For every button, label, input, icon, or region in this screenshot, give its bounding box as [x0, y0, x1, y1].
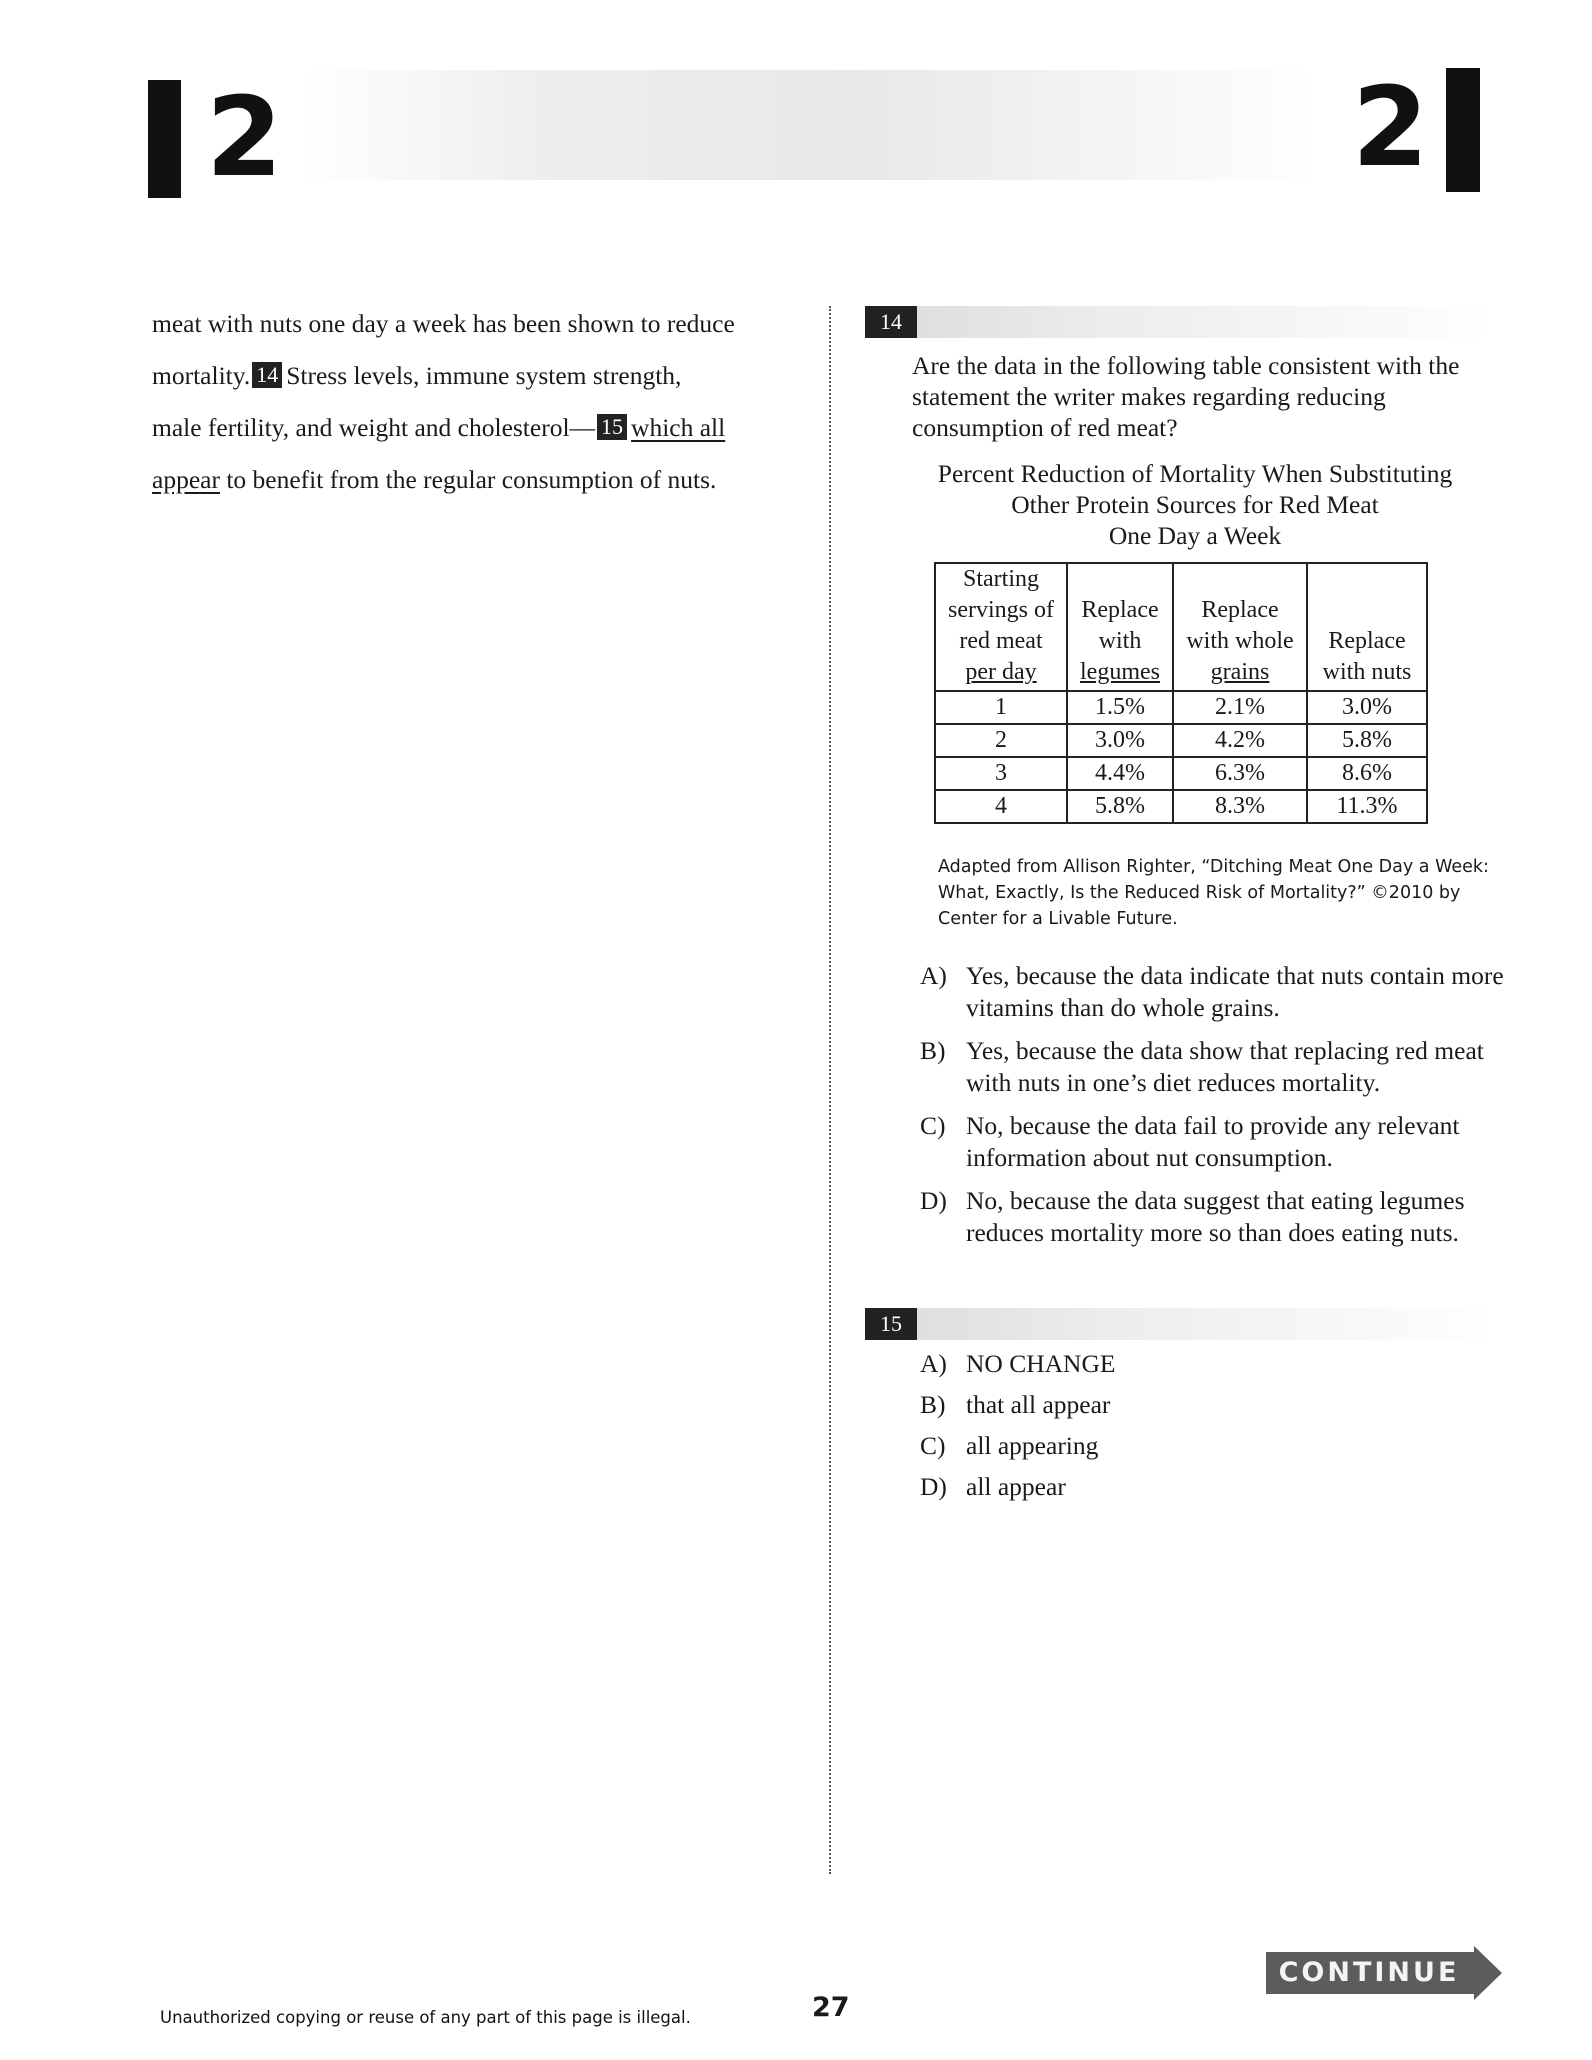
column-header-whole-grains — [1173, 563, 1307, 691]
header-line: Replace — [1201, 597, 1279, 623]
table-cell: 3 — [935, 757, 1067, 790]
choice-text: Yes, because the data indicate that nuts contain more vitamins than do whole grains. — [966, 961, 1504, 1022]
table-cell: 1 — [935, 691, 1067, 724]
q15-choice-a[interactable] — [920, 1348, 1320, 1382]
table-cell: 2.1% — [1173, 691, 1307, 724]
header-line: legumes — [1080, 659, 1160, 685]
continue-button[interactable] — [1266, 1946, 1502, 2000]
table-source-citation: Adapted from Allison Righter, “Ditching Meat One Day a Week: What, Exactly, Is the Reduced Risk of Mortality?” ©2010 by Center for a Livable Future. — [938, 857, 1489, 929]
choice-text: all appear — [966, 1472, 1066, 1501]
choice-text: that all appear — [966, 1390, 1111, 1419]
table-title-line: One Day a Week — [1108, 521, 1282, 550]
table-cell: 3.0% — [1067, 724, 1173, 757]
section-number-right: 2 — [1352, 63, 1429, 191]
choice-letter: B) — [920, 1390, 946, 1419]
q14-choice-b[interactable] — [920, 1035, 1515, 1099]
passage-line — [152, 454, 792, 506]
header-line: with whole — [1186, 628, 1294, 654]
header-line: grains — [1210, 659, 1270, 685]
q15-choice-c[interactable] — [920, 1430, 1320, 1464]
passage-text: mortality. — [152, 361, 251, 390]
column-divider — [829, 306, 831, 1874]
header-line: Replace — [1328, 628, 1406, 654]
question-14-header — [865, 306, 1495, 338]
underlined-text: appear — [152, 465, 220, 494]
choice-text: No, because the data suggest that eating legumes reduces mortality more so than does eating nuts. — [966, 1186, 1465, 1247]
choice-text: all appearing — [966, 1431, 1099, 1460]
table-cell: 11.3% — [1307, 790, 1427, 823]
q14-choice-a[interactable] — [920, 960, 1515, 1024]
copyright-notice: Unauthorized copying or reuse of any part of this page is illegal. — [160, 2008, 691, 2027]
choice-letter: D) — [920, 1186, 947, 1215]
table-cell: 5.8% — [1067, 790, 1173, 823]
q15-choice-d[interactable] — [920, 1471, 1320, 1505]
choice-letter: C) — [920, 1111, 946, 1140]
passage-line — [152, 402, 792, 454]
column-header-nuts — [1307, 563, 1427, 691]
question-15-marker[interactable]: 15 — [597, 414, 627, 440]
header-line: red meat — [959, 628, 1043, 654]
table-cell: 3.0% — [1307, 691, 1427, 724]
header-line: with — [1098, 628, 1142, 654]
choice-letter: C) — [920, 1431, 946, 1460]
table-cell: 4.2% — [1173, 724, 1307, 757]
passage-line — [152, 298, 792, 350]
q14-choice-d[interactable] — [920, 1185, 1515, 1249]
header-line: with nuts — [1322, 659, 1412, 685]
column-header-legumes — [1067, 563, 1173, 691]
question-14-number: 14 — [865, 306, 917, 338]
choice-text: No, because the data fail to provide any relevant information about nut consumption. — [966, 1111, 1460, 1172]
header-line: servings of — [948, 597, 1054, 623]
table-title — [895, 458, 1495, 551]
page-number: 27 — [812, 1992, 850, 2023]
mortality-table — [934, 562, 1428, 824]
passage-text: to benefit from the regular consumption of nuts. — [226, 465, 717, 494]
column-header-servings — [935, 563, 1067, 691]
choice-letter: A) — [920, 1349, 947, 1378]
underlined-text: which all — [631, 413, 726, 442]
q15-choice-b[interactable] — [920, 1389, 1320, 1423]
section-bar-left — [148, 80, 181, 198]
table-title-line: Percent Reduction of Mortality When Substituting — [937, 459, 1453, 488]
passage — [152, 298, 792, 506]
table-row — [935, 724, 1427, 757]
choice-letter: B) — [920, 1036, 946, 1065]
question-15-header — [865, 1308, 1495, 1340]
choice-text: Yes, because the data show that replacing red meat with nuts in one’s diet reduces mortality. — [966, 1036, 1484, 1097]
choice-letter: A) — [920, 961, 947, 990]
passage-text: meat with nuts one day a week has been shown to reduce — [152, 309, 735, 338]
table-cell: 4 — [935, 790, 1067, 823]
header-line: Starting — [963, 566, 1039, 592]
choice-text: NO CHANGE — [966, 1349, 1116, 1378]
table-cell: 6.3% — [1173, 757, 1307, 790]
table-cell: 8.6% — [1307, 757, 1427, 790]
table-title-line: Other Protein Sources for Red Meat — [1011, 490, 1379, 519]
table-cell: 4.4% — [1067, 757, 1173, 790]
question-14-marker[interactable]: 14 — [252, 362, 282, 388]
table-row — [935, 691, 1427, 724]
table-cell: 5.8% — [1307, 724, 1427, 757]
header-line: per day — [965, 659, 1037, 685]
passage-text: Stress levels, immune system strength, — [286, 361, 682, 390]
question-14-stem: Are the data in the following table consistent with the statement the writer makes regarding reducing consumption of red meat? — [912, 351, 1460, 442]
header-line: Replace — [1081, 597, 1159, 623]
choice-letter: D) — [920, 1472, 947, 1501]
question-15-number: 15 — [865, 1308, 917, 1340]
passage-text: male fertility, and weight and cholesterol— — [152, 413, 596, 442]
table-row — [935, 790, 1427, 823]
table-row — [935, 757, 1427, 790]
table-cell: 2 — [935, 724, 1067, 757]
q14-choice-c[interactable] — [920, 1110, 1515, 1174]
table-header-row — [935, 563, 1427, 691]
continue-label: CONTINUE — [1278, 1957, 1460, 1988]
table-cell: 1.5% — [1067, 691, 1173, 724]
passage-line — [152, 350, 792, 402]
section-number-left: 2 — [206, 73, 283, 201]
table-cell: 8.3% — [1173, 790, 1307, 823]
header-band — [300, 70, 1320, 180]
section-bar-right — [1446, 68, 1480, 192]
